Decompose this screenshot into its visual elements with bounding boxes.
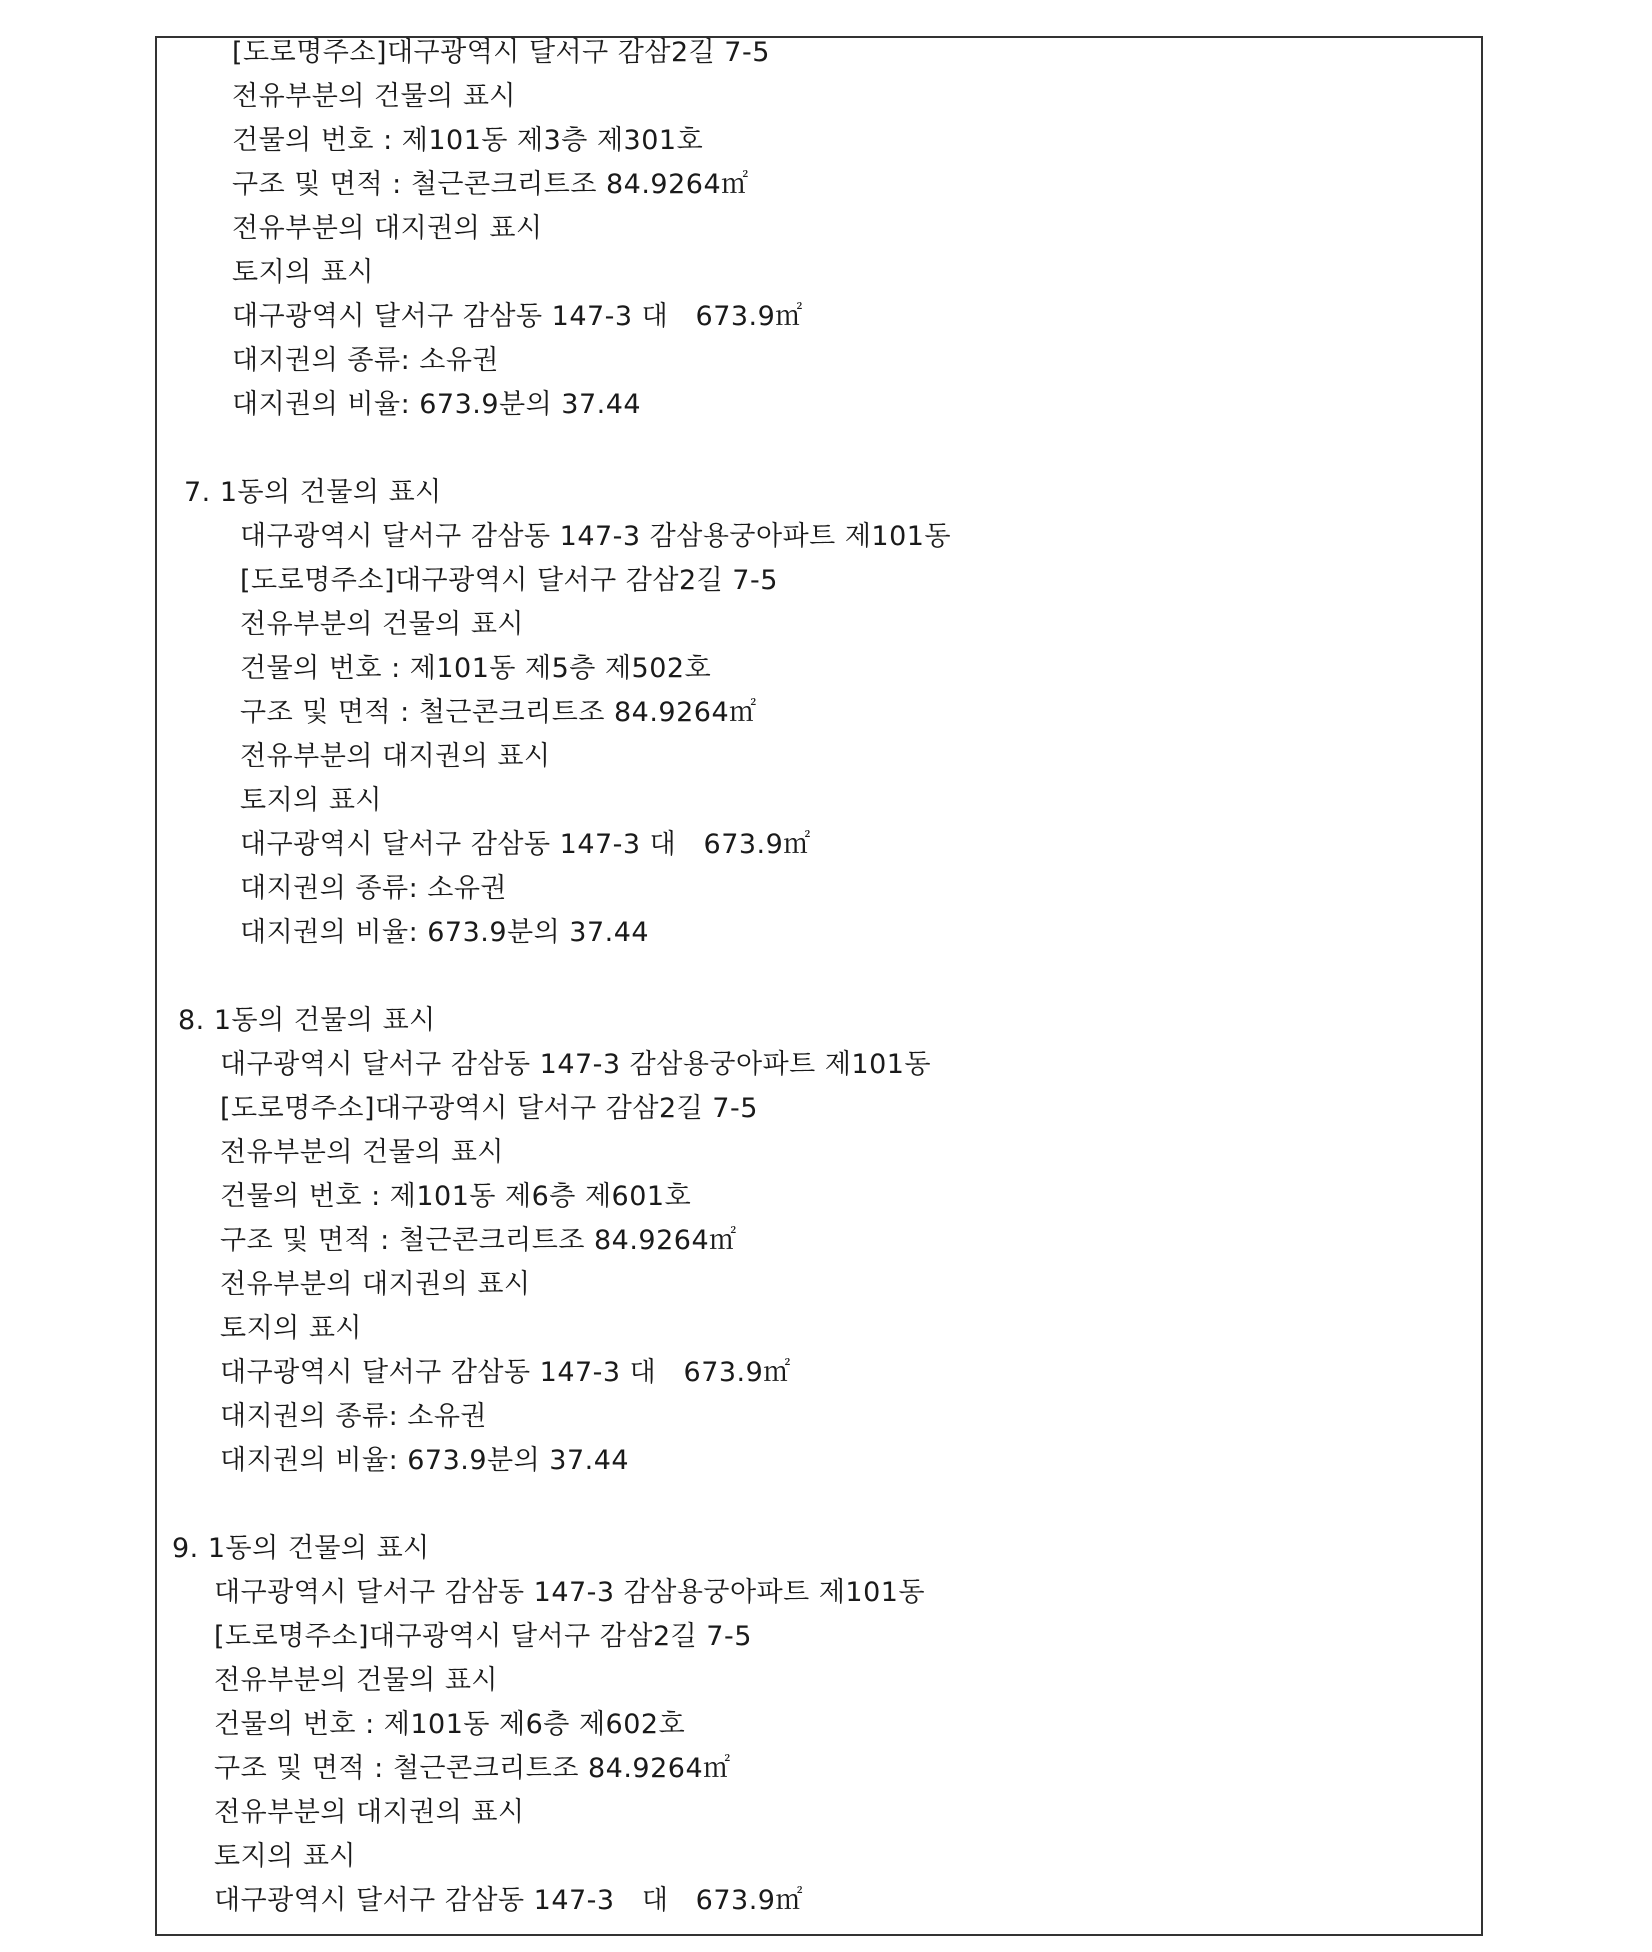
item-7-line: [도로명주소]대구광역시 달서구 감삼2길 7-5: [240, 565, 778, 596]
item-7-line: 건물의 번호 : 제101동 제5층 제502호: [240, 653, 712, 684]
item-8-line: [도로명주소]대구광역시 달서구 감삼2길 7-5: [220, 1093, 758, 1124]
continued-line: 대지권의 종류: 소유권: [232, 345, 499, 376]
item-8-line: 전유부분의 대지권의 표시: [220, 1269, 531, 1300]
item-7-line: 구조 및 면적 : 철근콘크리트조 84.9264㎡: [240, 697, 757, 728]
continued-line: 토지의 표시: [232, 257, 374, 288]
item-9-line: 건물의 번호 : 제101동 제6층 제602호: [214, 1709, 686, 1740]
continued-line: [도로명주소]대구광역시 달서구 감삼2길 7-5: [232, 37, 770, 68]
item-7-line: 대지권의 종류: 소유권: [240, 873, 507, 904]
continued-line: 구조 및 면적 : 철근콘크리트조 84.9264㎡: [232, 169, 749, 200]
continued-line: 대구광역시 달서구 감삼동 147-3 대 673.9㎡: [232, 301, 803, 332]
item-8-line: 건물의 번호 : 제101동 제6층 제601호: [220, 1181, 692, 1212]
item-8-line: 대구광역시 달서구 감삼동 147-3 감삼용궁아파트 제101동: [220, 1049, 932, 1080]
item-7-line: 전유부분의 건물의 표시: [240, 609, 524, 640]
item-8-line: 대지권의 비율: 673.9분의 37.44: [220, 1445, 630, 1476]
continued-line: 대지권의 비율: 673.9분의 37.44: [232, 389, 642, 420]
continued-line: 전유부분의 대지권의 표시: [232, 213, 543, 244]
item-9-line: 전유부분의 대지권의 표시: [214, 1797, 525, 1828]
item-7-line: 대구광역시 달서구 감삼동 147-3 감삼용궁아파트 제101동: [240, 521, 952, 552]
item-7-line: 대지권의 비율: 673.9분의 37.44: [240, 917, 650, 948]
item-8-line: 구조 및 면적 : 철근콘크리트조 84.9264㎡: [220, 1225, 737, 1256]
item-9-heading: 9. 1동의 건물의 표시: [172, 1533, 430, 1564]
item-8-line: 대구광역시 달서구 감삼동 147-3 대 673.9㎡: [220, 1357, 791, 1388]
item-7-heading: 7. 1동의 건물의 표시: [184, 477, 442, 508]
continued-line: 전유부분의 건물의 표시: [232, 81, 516, 112]
item-7-line: 토지의 표시: [240, 785, 382, 816]
item-9-line: 대구광역시 달서구 감삼동 147-3 대 673.9㎡: [214, 1885, 803, 1916]
item-9-line: 구조 및 면적 : 철근콘크리트조 84.9264㎡: [214, 1753, 731, 1784]
continued-line: 건물의 번호 : 제101동 제3층 제301호: [232, 125, 704, 156]
item-9-line: [도로명주소]대구광역시 달서구 감삼2길 7-5: [214, 1621, 752, 1652]
item-8-line: 대지권의 종류: 소유권: [220, 1401, 487, 1432]
item-8-heading: 8. 1동의 건물의 표시: [178, 1005, 436, 1036]
item-9-line: 대구광역시 달서구 감삼동 147-3 감삼용궁아파트 제101동: [214, 1577, 926, 1608]
item-9-line: 전유부분의 건물의 표시: [214, 1665, 498, 1696]
item-9-line: 토지의 표시: [214, 1841, 356, 1872]
item-7-line: 대구광역시 달서구 감삼동 147-3 대 673.9㎡: [240, 829, 811, 860]
item-7-line: 전유부분의 대지권의 표시: [240, 741, 551, 772]
item-8-line: 전유부분의 건물의 표시: [220, 1137, 504, 1168]
item-8-line: 토지의 표시: [220, 1313, 362, 1344]
